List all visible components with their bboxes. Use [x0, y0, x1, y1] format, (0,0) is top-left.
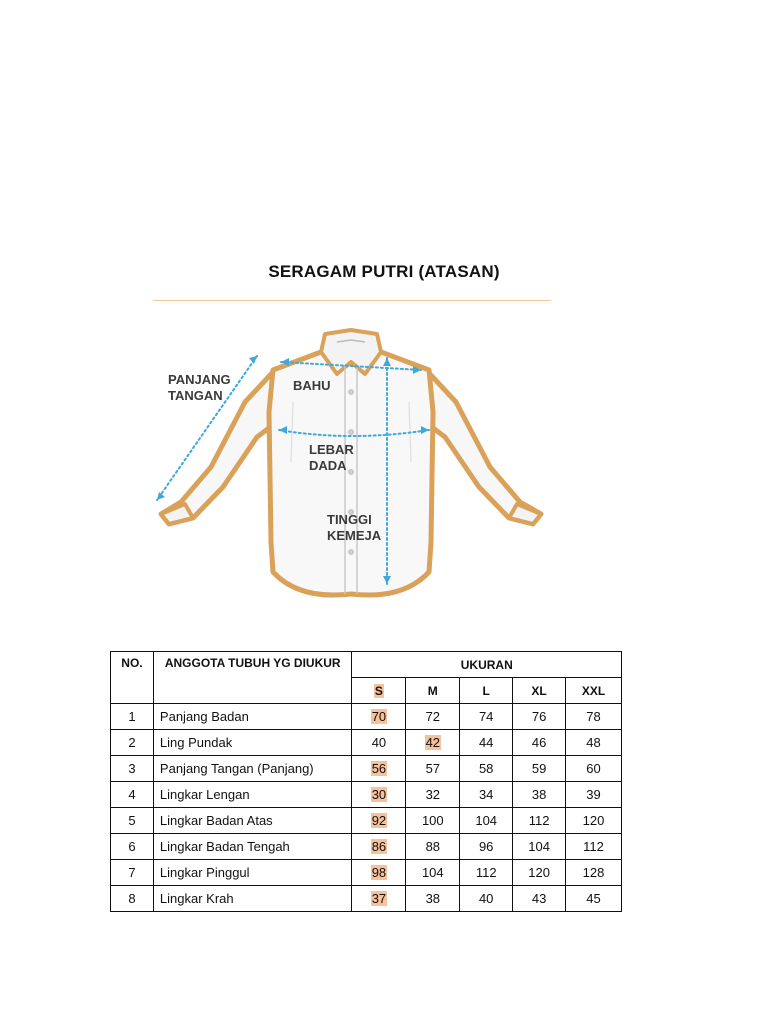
size-value: 30 — [352, 782, 406, 808]
table-row — [111, 756, 622, 782]
table-row — [111, 808, 622, 834]
right-cuff — [509, 504, 541, 524]
size-value: 112 — [566, 834, 622, 860]
size-value: 128 — [566, 860, 622, 886]
size-value: 39 — [566, 782, 622, 808]
size-value: 86 — [352, 834, 406, 860]
size-value: 88 — [406, 834, 460, 860]
size-value: 32 — [406, 782, 460, 808]
row-number: 3 — [111, 756, 154, 782]
label-panjang-tangan-1: PANJANG — [168, 372, 231, 387]
header-size-m: M — [406, 678, 460, 704]
size-value: 48 — [566, 730, 622, 756]
size-value: 104 — [406, 860, 460, 886]
size-value: 42 — [406, 730, 460, 756]
size-value: 100 — [406, 808, 460, 834]
row-part: Ling Pundak — [153, 730, 352, 756]
label-lebar-dada-1: LEBAR — [309, 442, 354, 457]
size-value: 34 — [460, 782, 513, 808]
size-value: 74 — [460, 704, 513, 730]
size-value: 43 — [513, 886, 566, 912]
header-size-s: S — [352, 678, 406, 704]
table-row — [111, 860, 622, 886]
size-value: 78 — [566, 704, 622, 730]
header-anggota-tubuh: ANGGOTA TUBUH YG DIUKUR — [153, 652, 352, 704]
row-part: Lingkar Krah — [153, 886, 352, 912]
shirt-measurement-diagram — [153, 302, 551, 600]
size-value: 58 — [460, 756, 513, 782]
table-row — [111, 834, 622, 860]
label-bahu: BAHU — [293, 378, 331, 393]
row-number: 4 — [111, 782, 154, 808]
row-part: Lingkar Pinggul — [153, 860, 352, 886]
label-tinggi-kemeja-1: TINGGI — [327, 512, 372, 527]
size-value: 57 — [406, 756, 460, 782]
right-sleeve — [425, 372, 541, 524]
row-number: 8 — [111, 886, 154, 912]
size-value: 56 — [352, 756, 406, 782]
row-number: 1 — [111, 704, 154, 730]
size-value: 112 — [460, 860, 513, 886]
left-cuff — [161, 504, 193, 524]
size-value: 92 — [352, 808, 406, 834]
size-value: 120 — [513, 860, 566, 886]
header-size-xl: XL — [513, 678, 566, 704]
table-row — [111, 730, 622, 756]
row-number: 7 — [111, 860, 154, 886]
row-part: Panjang Tangan (Panjang) — [153, 756, 352, 782]
label-panjang-tangan-2: TANGAN — [168, 388, 223, 403]
size-value: 44 — [460, 730, 513, 756]
size-value: 104 — [460, 808, 513, 834]
header-no: NO. — [111, 652, 154, 704]
row-part: Panjang Badan — [153, 704, 352, 730]
size-value: 60 — [566, 756, 622, 782]
row-part: Lingkar Lengan — [153, 782, 352, 808]
table-row — [111, 782, 622, 808]
row-number: 5 — [111, 808, 154, 834]
table-row — [111, 886, 622, 912]
label-tinggi-kemeja-2: KEMEJA — [327, 528, 382, 543]
table-row — [111, 704, 622, 730]
size-value: 120 — [566, 808, 622, 834]
size-value: 37 — [352, 886, 406, 912]
size-value: 45 — [566, 886, 622, 912]
size-value: 40 — [460, 886, 513, 912]
title-divider — [153, 300, 551, 301]
size-value: 38 — [513, 782, 566, 808]
header-ukuran: UKURAN — [352, 652, 622, 678]
row-part: Lingkar Badan Tengah — [153, 834, 352, 860]
size-value: 46 — [513, 730, 566, 756]
size-value: 72 — [406, 704, 460, 730]
row-number: 6 — [111, 834, 154, 860]
row-number: 2 — [111, 730, 154, 756]
size-value: 40 — [352, 730, 406, 756]
label-lebar-dada-2: DADA — [309, 458, 347, 473]
size-value: 112 — [513, 808, 566, 834]
size-value: 96 — [460, 834, 513, 860]
header-size-xxl: XXL — [566, 678, 622, 704]
page-title: SERAGAM PUTRI (ATASAN) — [268, 262, 500, 281]
row-part: Lingkar Badan Atas — [153, 808, 352, 834]
size-value: 70 — [352, 704, 406, 730]
size-value: 76 — [513, 704, 566, 730]
size-value: 98 — [352, 860, 406, 886]
size-value: 59 — [513, 756, 566, 782]
size-chart-body — [111, 704, 622, 912]
header-size-l: L — [460, 678, 513, 704]
size-value: 38 — [406, 886, 460, 912]
size-value: 104 — [513, 834, 566, 860]
size-chart-table — [110, 651, 622, 912]
